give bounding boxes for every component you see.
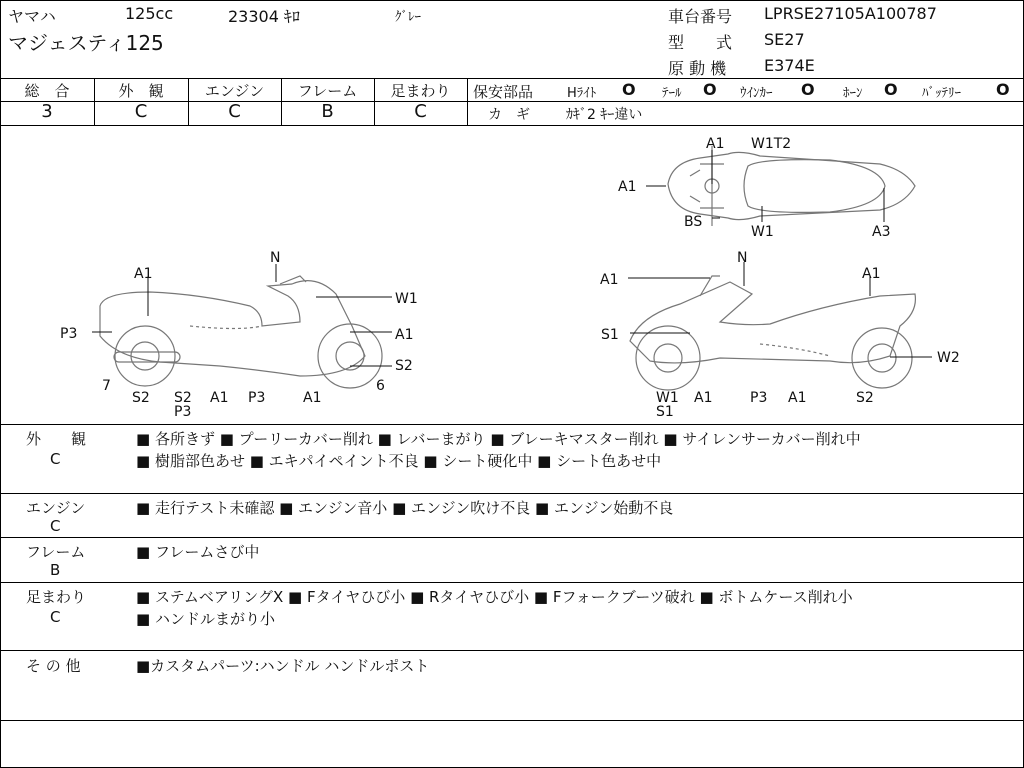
left-label-p3: P3 bbox=[60, 326, 78, 342]
exterior-section-title: 外 観 bbox=[26, 430, 87, 448]
right-label-n: N bbox=[737, 250, 748, 266]
model-name: マジェスティ125 bbox=[8, 31, 164, 55]
left-label-s2c: S2 bbox=[174, 390, 192, 406]
key-label: カ ギ bbox=[488, 107, 530, 123]
exterior-section-grade: C bbox=[50, 450, 61, 468]
headlight-ok-icon: O bbox=[622, 80, 636, 99]
engine-model: E374E bbox=[764, 56, 815, 75]
type-label: 型 式 bbox=[668, 33, 733, 52]
frame-no-label: 車台番号 bbox=[668, 7, 733, 26]
suspension-grade-label: 足まわり bbox=[390, 82, 451, 100]
right-label-s2: S2 bbox=[856, 390, 874, 406]
top-label-bs: BS bbox=[684, 214, 703, 230]
frame-section-grade: B bbox=[50, 561, 61, 579]
left-label-a1b: A1 bbox=[395, 327, 414, 343]
top-label-a1b: A1 bbox=[618, 179, 637, 195]
suspension-section-grade: C bbox=[50, 608, 61, 626]
frame-no: LPRSE27105A100787 bbox=[764, 4, 937, 23]
damage-diagram bbox=[0, 126, 1024, 424]
right-label-a1b: A1 bbox=[862, 266, 881, 282]
type: SE27 bbox=[764, 30, 805, 49]
other-section-title: そ の 他 bbox=[26, 657, 81, 675]
engine-grade-label: エンジン bbox=[204, 82, 265, 100]
left-label-s2b: S2 bbox=[132, 390, 150, 406]
left-label-7: 7 bbox=[102, 378, 111, 394]
top-view-scooter bbox=[668, 146, 915, 226]
exterior-grade: C bbox=[134, 101, 148, 122]
taillight-ok-icon: O bbox=[703, 80, 717, 99]
top-label-a1: A1 bbox=[706, 136, 725, 152]
engine-grade: C bbox=[228, 101, 241, 122]
engine-section-title: エンジン bbox=[26, 499, 86, 517]
winker-ok-icon: O bbox=[801, 80, 815, 99]
suspension-section-title: 足まわり bbox=[26, 588, 87, 606]
right-label-a1d: A1 bbox=[788, 390, 807, 406]
suspension-grade: C bbox=[414, 101, 427, 122]
engine-remark-line-1: ■ 走行テスト未確認 ■ エンジン音小 ■ エンジン吹け不良 ■ エンジン始動不良 bbox=[136, 499, 674, 517]
left-label-w1: W1 bbox=[395, 291, 418, 307]
horn-label: ﾎｰﾝ bbox=[843, 86, 863, 101]
color: ｸﾞﾚｰ bbox=[395, 10, 421, 25]
left-side-scooter bbox=[100, 276, 382, 388]
left-label-a1d: A1 bbox=[303, 390, 322, 406]
top-label-a3: A3 bbox=[872, 224, 891, 240]
displacement: 125cc bbox=[125, 4, 174, 23]
horn-ok-icon: O bbox=[884, 80, 898, 99]
key-value: ｶｷﾞ2 ｷｰ違い bbox=[566, 107, 643, 123]
battery-ok-icon: O bbox=[996, 80, 1010, 99]
winker-label: ｳｲﾝｶｰ bbox=[740, 86, 773, 101]
maker: ヤマハ bbox=[8, 7, 56, 26]
overall-label: 総 合 bbox=[24, 82, 70, 100]
left-label-p3c: P3 bbox=[174, 404, 192, 420]
diagram-labels bbox=[60, 136, 960, 420]
overall-grade: 3 bbox=[41, 101, 53, 122]
left-label-s2: S2 bbox=[395, 358, 413, 374]
top-label-w1t2: W1T2 bbox=[751, 136, 792, 152]
exterior-remark-line-1: ■ 各所きず ■ プーリーカバー削れ ■ レバーまがり ■ ブレーキマスター削れ ■ サイレンサーカバー削れ中 bbox=[136, 430, 861, 448]
left-label-n: N bbox=[270, 250, 281, 266]
right-label-a1c: A1 bbox=[694, 390, 713, 406]
taillight-label: ﾃｰﾙ bbox=[662, 86, 682, 101]
frame-grade: B bbox=[321, 101, 334, 122]
mileage: 23304 ｷﾛ bbox=[228, 7, 300, 26]
engine-label: 原 動 機 bbox=[668, 59, 727, 78]
right-label-w2: W2 bbox=[937, 350, 960, 366]
frame-grade-label: フレーム bbox=[297, 82, 358, 100]
engine-section-grade: C bbox=[50, 517, 61, 535]
frame-remark-line-1: ■ フレームさび中 bbox=[136, 543, 260, 561]
top-label-w1: W1 bbox=[751, 224, 774, 240]
other-remark-line-1: ■カスタムパーツ:ハンドル ハンドルポスト bbox=[136, 657, 430, 675]
battery-label: ﾊﾞｯﾃﾘｰ bbox=[922, 86, 961, 101]
exterior-label: 外 観 bbox=[118, 82, 164, 100]
right-label-p3: P3 bbox=[750, 390, 768, 406]
exterior-remark-line-2: ■ 樹脂部色あせ ■ エキパイペイント不良 ■ シート硬化中 ■ シート色あせ中 bbox=[136, 452, 662, 470]
suspension-remark-line-1: ■ ステムベアリングX ■ Fタイヤひび小 ■ Rタイヤひび小 ■ Fフォークブーツ破れ ■ ボトムケース削れ小 bbox=[136, 588, 853, 606]
right-label-s1b: S1 bbox=[656, 404, 674, 420]
left-label-p3b: P3 bbox=[248, 390, 266, 406]
safety-label: 保安部品 bbox=[473, 83, 534, 101]
right-label-a1: A1 bbox=[600, 272, 619, 288]
right-label-w1: W1 bbox=[656, 390, 679, 406]
right-label-s1: S1 bbox=[601, 327, 619, 343]
left-label-a1c: A1 bbox=[210, 390, 229, 406]
left-label-a1: A1 bbox=[134, 266, 153, 282]
left-label-6: 6 bbox=[376, 378, 385, 394]
headlight-label: Hﾗｲﾄ bbox=[567, 86, 597, 101]
suspension-remark-line-2: ■ ハンドルまがり小 bbox=[136, 610, 275, 628]
frame-section-title: フレーム bbox=[26, 543, 86, 561]
